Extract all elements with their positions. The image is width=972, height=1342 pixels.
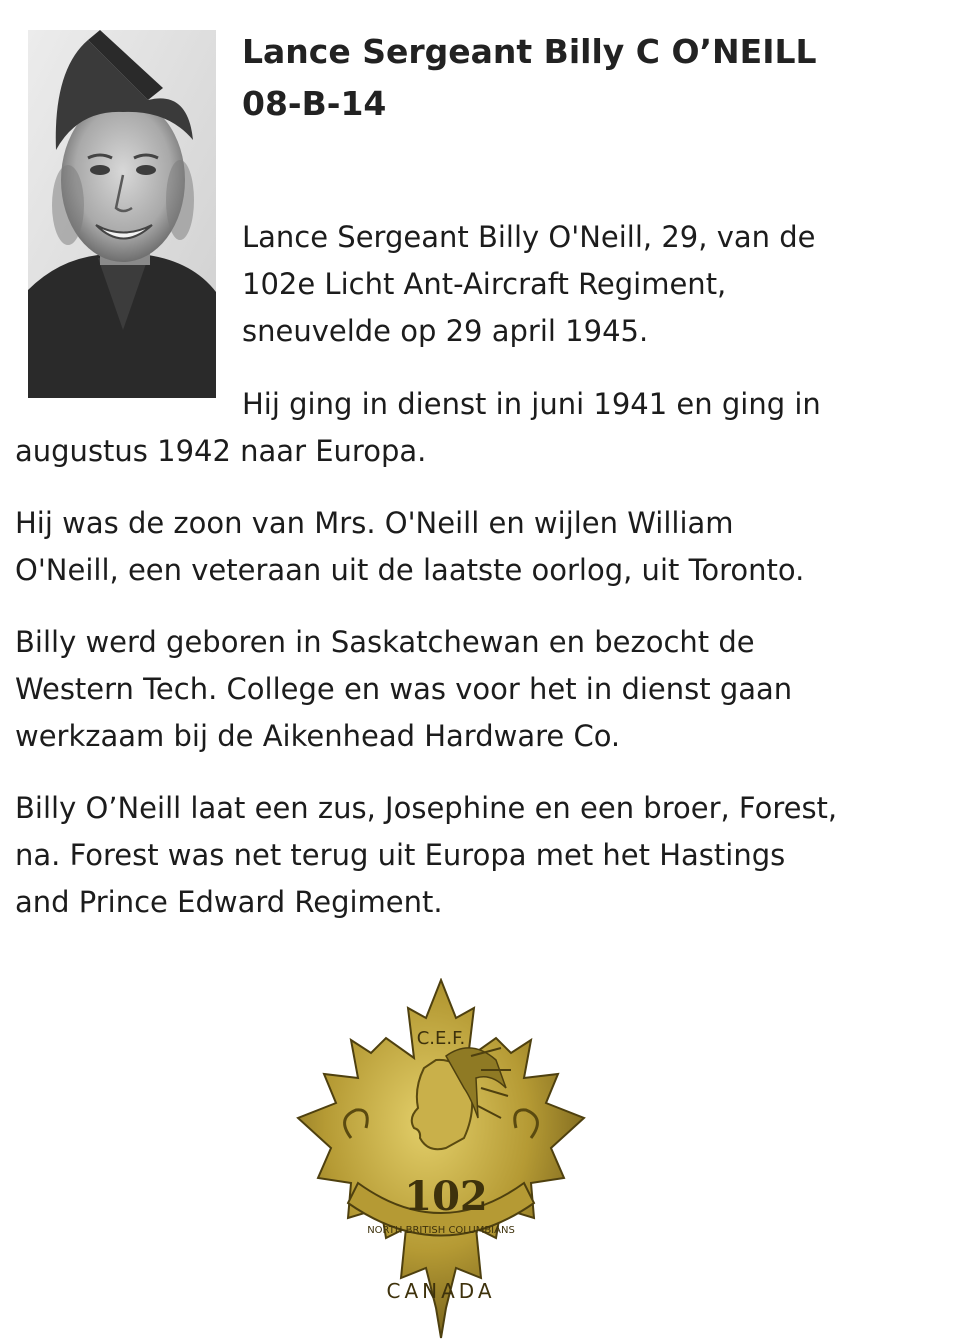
badge-top-text: C.E.F. <box>416 1028 466 1049</box>
paragraph-line: werkzaam bij de Aikenhead Hardware Co. <box>15 719 621 753</box>
badge-number: 102 <box>404 1173 488 1220</box>
biography-text <box>15 381 970 951</box>
intro-paragraph <box>242 214 815 355</box>
paragraph-line: Hij was de zoon van Mrs. O'Neill en wijlen William <box>15 506 734 540</box>
title-name: Lance Sergeant Billy C O’NEILL <box>242 32 817 71</box>
paragraph-line: Billy werd geboren in Saskatchewan en bezocht de <box>15 625 755 659</box>
paragraph-line: Western Tech. College en was voor het in dienst gaan <box>15 672 793 706</box>
paragraph-line: Hij ging in dienst in juni 1941 en ging in <box>242 387 821 421</box>
paragraph-line: Billy O’Neill laat een zus, Josephine en een broer, Forest, <box>15 791 838 825</box>
paragraph-line: augustus 1942 naar Europa. <box>15 434 427 468</box>
maple-leaf-badge-icon <box>296 978 586 1340</box>
badge-bottom-text: CANADA <box>386 1279 496 1303</box>
intro-line: 102e Licht Ant-Aircraft Regiment, <box>242 267 727 301</box>
page-title <box>242 26 817 130</box>
paragraph-parents <box>15 500 970 594</box>
intro-line: sneuvelde op 29 april 1945. <box>242 314 649 348</box>
paragraph-service <box>15 381 970 475</box>
title-grave-reference: 08-B-14 <box>242 84 387 123</box>
badge-scroll-text: NORTH BRITISH COLUMBIANS <box>367 1225 515 1236</box>
paragraph-line: na. Forest was net terug uit Europa met het Hastings <box>15 838 786 872</box>
portrait-photo <box>28 30 216 398</box>
paragraph-family <box>15 785 970 926</box>
intro-line: Lance Sergeant Billy O'Neill, 29, van de <box>242 220 816 254</box>
paragraph-education <box>15 619 970 760</box>
paragraph-line: and Prince Edward Regiment. <box>15 885 443 919</box>
regiment-cap-badge <box>296 978 586 1340</box>
paragraph-line: O'Neill, een veteraan uit de laatste oorlog, uit Toronto. <box>15 553 805 587</box>
portrait-illustration <box>28 30 216 398</box>
